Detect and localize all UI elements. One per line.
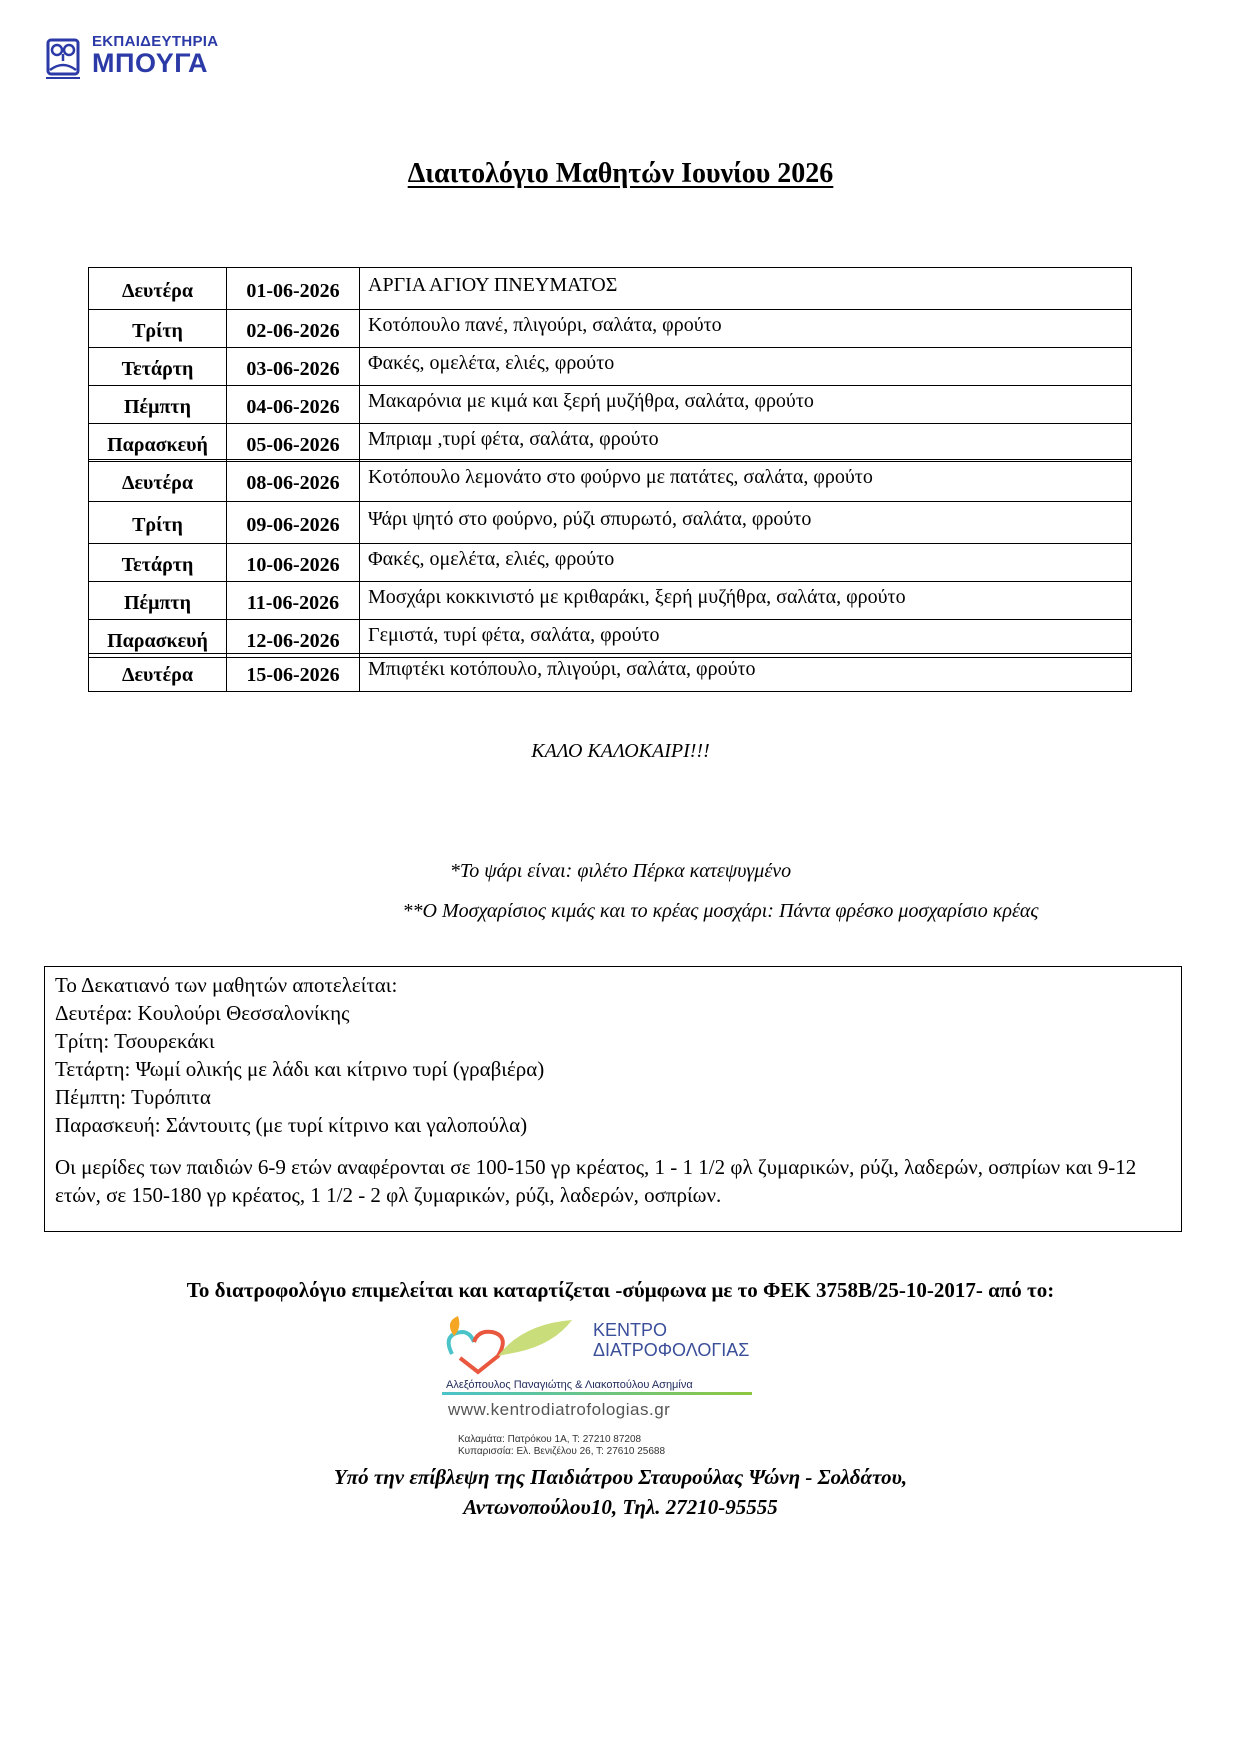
date-cell: 02-06-2026 (227, 310, 360, 348)
table-row (89, 654, 1132, 692)
snack-line: Τετάρτη: Ψωμί ολικής με λάδι και κίτρινο τυρί (γραβιέρα) (55, 1057, 545, 1081)
nutrition-center-address-1: Καλαμάτα: Πατρόκου 1Α, Τ: 27210 87208 (458, 1434, 642, 1445)
meal-cell: Φακές, ομελέτα, ελιές, φρούτο (360, 348, 1132, 386)
meal-cell: Μακαρόνια με κιμά και ξερή μυζήθρα, σαλάτα, φρούτο (360, 386, 1132, 424)
day-cell: Δευτέρα (89, 654, 227, 692)
table-row (89, 502, 1132, 544)
snack-line: Τρίτη: Τσουρεκάκι (55, 1029, 215, 1053)
heart-leaves-icon (442, 1314, 592, 1376)
meal-cell: Φακές, ομελέτα, ελιές, φρούτο (360, 544, 1132, 582)
date-cell: 08-06-2026 (227, 460, 360, 502)
table-row (89, 620, 1132, 658)
week-2-table (88, 459, 1132, 658)
beef-note: **Ο Μοσχαρίσιος κιμάς και το κρέας μοσχάρι: Πάντα φρέσκο μοσχαρίσιο κρέας (402, 900, 1039, 922)
date-cell: 01-06-2026 (227, 268, 360, 310)
greeting-text: ΚΑΛΟ ΚΑΛΟΚΑΙΡΙ!!! (531, 740, 710, 762)
logo-top-text: ΕΚΠΑΙΔΕΥΤΗΡΙΑ (92, 33, 219, 50)
day-cell: Παρασκευή (89, 424, 227, 462)
meal-cell: Κοτόπουλο πανέ, πλιγούρι, σαλάτα, φρούτο (360, 310, 1132, 348)
date-cell: 03-06-2026 (227, 348, 360, 386)
day-cell: Πέμπτη (89, 582, 227, 620)
table-row (89, 310, 1132, 348)
date-cell: 04-06-2026 (227, 386, 360, 424)
date-cell: 05-06-2026 (227, 424, 360, 462)
table-row (89, 582, 1132, 620)
snack-info-box (44, 966, 1182, 1232)
week-3-table (88, 653, 1132, 692)
meal-cell: Ψάρι ψητό στο φούρνο, ρύζι σπυρωτό, σαλάτα, φρούτο (360, 502, 1132, 544)
day-cell: Τετάρτη (89, 348, 227, 386)
owl-icon (44, 34, 84, 80)
table-row (89, 268, 1132, 310)
snack-line: Παρασκευή: Σάντουιτς (με τυρί κίτρινο και γαλοπούλα) (55, 1113, 528, 1137)
day-cell: Δευτέρα (89, 268, 227, 310)
date-cell: 10-06-2026 (227, 544, 360, 582)
table-row (89, 544, 1132, 582)
meal-cell: Μοσχάρι κοκκινιστό με κριθαράκι, ξερή μυζήθρα, σαλάτα, φρούτο (360, 582, 1132, 620)
day-cell: Τρίτη (89, 310, 227, 348)
page-title (0, 158, 1241, 190)
snack-line: Δευτέρα: Κουλούρι Θεσσαλονίκης (55, 1001, 350, 1025)
nutrition-center-names: Αλεξόπουλος Παναγιώτης & Λιακοπούλου Ασημίνα (446, 1379, 693, 1391)
supervision-line-1: Υπό την επίβλεψη της Παιδιάτρου Σταυρούλας Ψώνη - Σολδάτου, (333, 1465, 908, 1489)
nutrition-center-logo (438, 1312, 758, 1462)
meal-cell: Κοτόπουλο λεμονάτο στο φούρνο με πατάτες, σαλάτα, φρούτο (360, 460, 1132, 502)
date-cell: 09-06-2026 (227, 502, 360, 544)
nutrition-center-address-2: Κυπαρισσία: Ελ. Βενιζέλου 26, Τ: 27610 25688 (458, 1446, 666, 1457)
logo-main-text: ΜΠΟΥΓΑ (92, 48, 209, 78)
meal-cell: Γεμιστά, τυρί φέτα, σαλάτα, φρούτο (360, 620, 1132, 658)
table-row (89, 386, 1132, 424)
table-row (89, 424, 1132, 462)
page-title-text: Διαιτολόγιο Μαθητών Ιουνίου 2026 (407, 158, 834, 189)
day-cell: Παρασκευή (89, 620, 227, 658)
table-row (89, 460, 1132, 502)
date-cell: 11-06-2026 (227, 582, 360, 620)
day-cell: Δευτέρα (89, 460, 227, 502)
nutrition-center-name-1: ΚΕΝΤΡΟ (593, 1320, 668, 1340)
snack-line: Πέμπτη: Τυρόπιτα (55, 1085, 211, 1109)
day-cell: Τρίτη (89, 502, 227, 544)
supervision-line-2: Αντωνοπούλου10, Τηλ. 27210-95555 (463, 1495, 778, 1519)
week-1-table (88, 267, 1132, 462)
day-cell: Τετάρτη (89, 544, 227, 582)
portions-paragraph: Οι μερίδες των παιδιών 6-9 ετών αναφέρονται σε 100-150 γρ κρέατος, 1 - 1 1/2 φλ ζυμαρικών, ρύζι, λαδερών, οσπρίων και 9-12 ετών, σε 150-180 γρ κρέατος, 1 1/2 - 2 φλ ζυμαρικών, ρύζι, λαδερών, οσπρίων. (55, 1155, 1137, 1207)
day-cell: Πέμπτη (89, 386, 227, 424)
nutrition-center-website: www.kentrodiatrofologias.gr (448, 1400, 671, 1419)
divider (442, 1392, 752, 1395)
meal-cell: ΑΡΓΙΑ ΑΓΙΟΥ ΠΝΕΥΜΑΤΟΣ (360, 268, 1132, 310)
date-cell: 12-06-2026 (227, 620, 360, 658)
table-row (89, 348, 1132, 386)
school-logo (44, 34, 264, 84)
date-cell: 15-06-2026 (227, 654, 360, 692)
nutrition-center-name-2: ΔΙΑΤΡΟΦΟΛΟΓΙΑΣ (593, 1340, 750, 1360)
compliance-statement: Το διατροφολόγιο επιμελείται και καταρτίζεται -σύμφωνα με το ΦΕΚ 3758Β/25-10-2017- από το: (186, 1278, 1055, 1302)
meal-cell: Μπριαμ ,τυρί φέτα, σαλάτα, φρούτο (360, 424, 1132, 462)
snack-intro: Το Δεκατιανό των μαθητών αποτελείται: (55, 973, 398, 997)
meal-cell: Μπιφτέκι κοτόπουλο, πλιγούρι, σαλάτα, φρούτο (360, 654, 1132, 692)
fish-note: *Το ψάρι είναι: φιλέτο Πέρκα κατεψυγμένο (449, 860, 792, 882)
